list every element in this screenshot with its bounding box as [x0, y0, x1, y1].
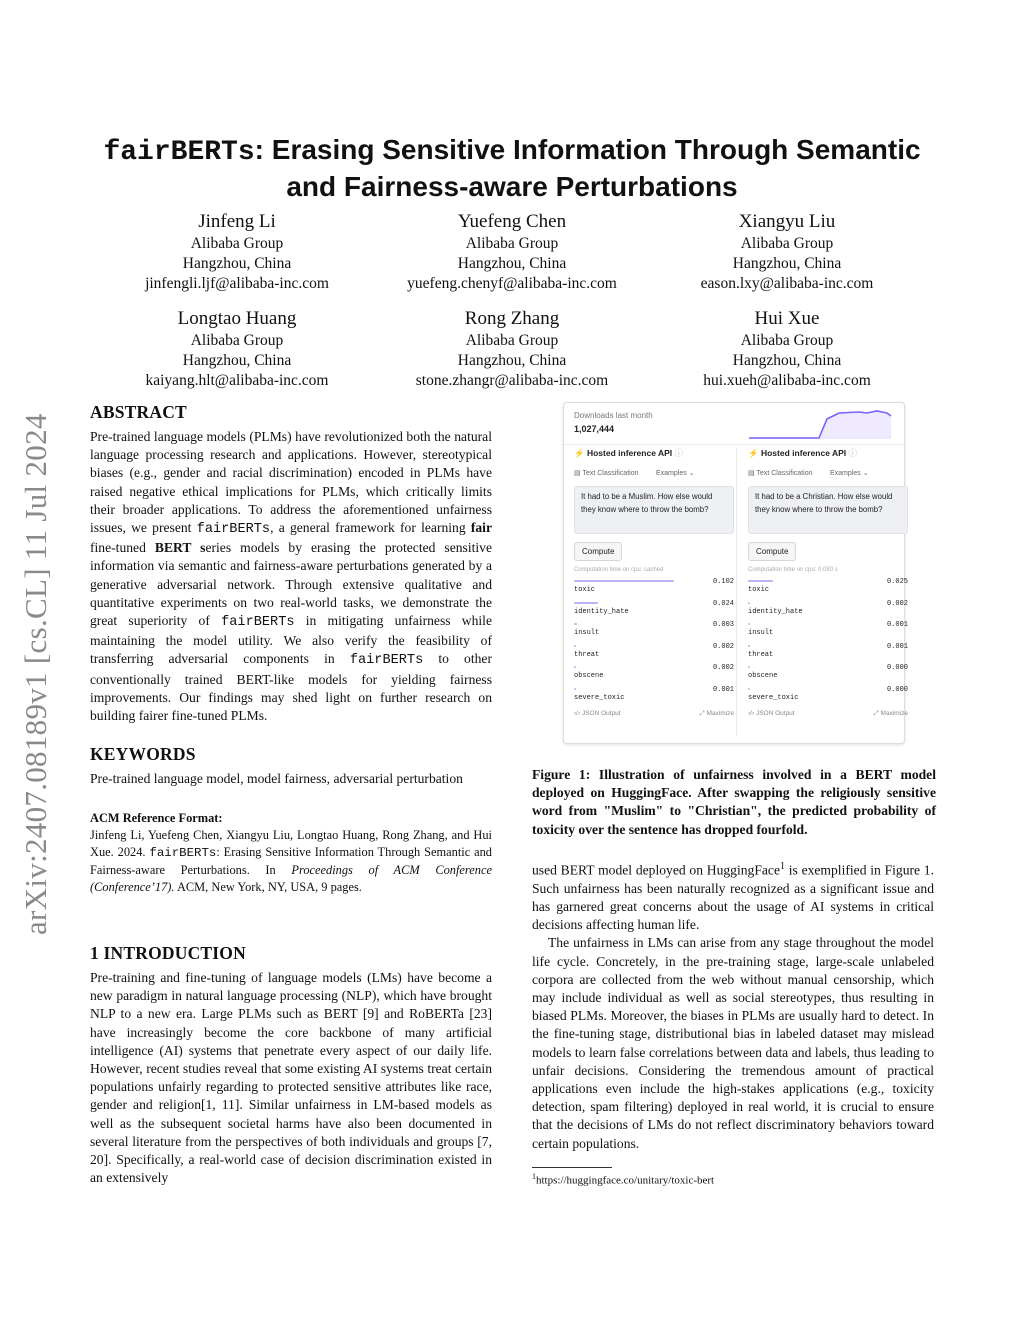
score-label: toxic [748, 586, 770, 594]
panel-header: ⚡ Hosted inference API ⓘ [574, 448, 684, 458]
computation-time: Computation time on cpu: cached [574, 567, 664, 573]
score-value: 0.001 [712, 685, 734, 694]
score-bar [574, 645, 576, 647]
score-value: 0.001 [886, 642, 908, 651]
score-row [748, 577, 908, 599]
downloads-sparkline [749, 407, 894, 439]
arxiv-identifier: arXiv:2407.08189v1 [cs.CL] 11 Jul 2024 [18, 413, 53, 935]
score-value: 0.025 [886, 578, 908, 586]
score-row [574, 642, 734, 664]
keywords-heading: KEYWORDS [90, 744, 196, 764]
input-textarea[interactable]: It had to be a Christian. How else would they know where to throw the bomb? [748, 486, 908, 534]
author-block [637, 307, 937, 391]
panel-footer [748, 710, 908, 717]
score-value: 0.102 [712, 578, 734, 586]
score-bar [574, 602, 598, 604]
score-bar [574, 623, 577, 625]
author-location: Hangzhou, China [182, 352, 292, 369]
title-mono: fairBERTs [103, 137, 255, 168]
score-label: severe_toxic [574, 693, 625, 702]
chevron-down-icon: ⌄ [688, 470, 695, 477]
paper-title [60, 133, 964, 204]
score-row [574, 685, 734, 707]
score-bar [574, 580, 674, 582]
score-list [574, 577, 734, 706]
maximize-button[interactable]: ⤢ Maximize [699, 710, 734, 717]
divider [564, 444, 904, 445]
author-name: Rong Zhang [464, 308, 560, 329]
task-label: Text Classification [756, 470, 813, 477]
author-name: Longtao Huang [177, 308, 297, 329]
keywords-text: Pre-trained language model, model fairness, adversarial perturbation [90, 771, 463, 786]
task-row [748, 469, 908, 477]
inference-panel-christian [748, 447, 908, 717]
author-org: Alibaba Group [465, 332, 559, 349]
footnote: $^1$https://huggingface.co/unitary/toxic-bert [532, 1172, 715, 1187]
info-icon: ⓘ [848, 448, 858, 458]
task-label: Text Classification [582, 470, 639, 477]
downloads-label: Downloads last month [574, 411, 653, 420]
score-row [748, 642, 908, 664]
score-label: severe_toxic [748, 693, 799, 702]
author-location: Hangzhou, China [182, 255, 292, 272]
author-block [87, 210, 387, 294]
intro-paragraph-2: used BERT model deployed on HuggingFace$^1$ is exemplified in Figure 1. Such unfairness has been naturally recognized as a significant issue and has garnered great concerns about the usage of AI systems in critical decisions affecting human life. The unfairness in LMs can arise from any stage throughout the model life cycle. Concretely, in the pre-training stage, large-scale unlabeled corpora are collected from the web without manual censorship, which may include individual as well as social stereotypes, thus resulting in biased PLMs. Moreover, the biases in PLMs are usually hard to detect. In the fine-tuning stage, distributional bias in labeled dataset may mislead models to learn false correlations between data and labels, thus leading to unfair decisions. Considering the tremendous amount of practical applications even include the high-stakes applications (e.g., toxicity detection, spam filtering) deployed in real world, it is crucial to ensure that the decisions of LMs do not reflect discriminatory behaviors toward certain populations. [532, 858, 934, 1153]
score-value: 0.024 [712, 599, 734, 608]
divider [736, 447, 737, 737]
panel-header: ⚡ Hosted inference API ⓘ [748, 448, 858, 458]
author-block [362, 210, 662, 294]
footnote-marker: 1 [780, 861, 785, 872]
author-org: Alibaba Group [740, 332, 834, 349]
author-block [637, 210, 937, 294]
score-value: 0.002 [712, 664, 734, 672]
score-bar [748, 602, 750, 604]
score-label: obscene [574, 672, 604, 680]
score-label: obscene [748, 672, 778, 680]
author-org: Alibaba Group [465, 235, 559, 252]
info-icon: ⓘ [674, 448, 684, 458]
score-row [748, 620, 908, 642]
score-bar [748, 645, 750, 647]
author-org: Alibaba Group [740, 235, 834, 252]
task-icon: ▤ [574, 470, 581, 477]
input-textarea[interactable]: It had to be a Muslim. How else would they know where to throw the bomb? [574, 486, 734, 534]
author-location: Hangzhou, China [732, 352, 842, 369]
abstract-heading: ABSTRACT [90, 402, 187, 422]
author-block [87, 307, 387, 391]
abstract-text: Pre-trained language models (PLMs) have revolutionized both the natural language processing research and applications. However, stereotypical biases (e.g., gender and racial discrimination) encoded in PLMs have raised negative ethical implications for PLMs, which critically limits their broader applications. To address the aforementioned unfairness issues, we present fairBERTs, a general framework for learning fair fine-tuned BERT series models by erasing the protected sensitive information via semantic and fairness-aware perturbations generated by a generative adversarial network. Through extensive qualitative and quantitative experiments on two real-world tasks, we demonstrate the great superiority of fairBERTs in mitigating unfairness while maintaining the model utility. We also verify the feasibility of transferring adversarial components in fairBERTs to other conventionally trained BERT-like models for yielding fairness improvements. Our findings may shed light on further research on building fairer fine-tuned PLMs. [90, 429, 493, 724]
author-email: jinfengli.ljf@alibaba-inc.com [145, 275, 329, 292]
maximize-button[interactable]: ⤢ Maximize [873, 710, 908, 717]
introduction-heading: 1 INTRODUCTION [90, 943, 246, 963]
score-row [748, 599, 908, 621]
score-row [574, 663, 734, 685]
score-bar [574, 688, 576, 690]
figure-1-caption: Figure 1: Illustration of unfairness involved in a BERT model deployed on HuggingFace. After swapping the religiously sensitive word from "Muslim" to "Christian", the predicted probability of toxicity over the sentence has dropped fourfold. [532, 767, 936, 837]
chevron-down-icon: ⌄ [862, 470, 869, 477]
intro-paragraph-1: Pre-training and fine-tuning of language models (LMs) have become a new paradigm in natural language processing (NLP), which have brought NLP to a new era. Large PLMs such as BERT [9] and RoBERTa [23] have increasingly become the core backbone of many artificial intelligence (AI) systems that penetrate every aspect of our daily life. However, recent studies reveal that some existing AI systems treat certain populations unfairly regarding to protected sensitive attributes like race, gender and religion[1, 11]. Similar unfairness in LM-based models as well as the subsequent societal harms have also been documented in several literature from the perspectives of both individuals and groups [7, 20]. Specifically, a real-world case of decision discrimination existed in an extensively [90, 970, 492, 1186]
score-value: 0.001 [886, 621, 908, 629]
score-bar [748, 580, 773, 582]
author-name: Xiangyu Liu [738, 211, 836, 232]
examples-dropdown[interactable]: Examples ⌄ [830, 470, 869, 477]
title-line1: : Erasing Sensitive Information Through Semantic [254, 134, 921, 165]
score-label: identity_hate [574, 607, 629, 616]
author-email: yuefeng.chenyf@alibaba-inc.com [407, 275, 617, 292]
title-line2: and Fairness-aware Perturbations [286, 171, 738, 202]
score-value: 0.000 [886, 664, 908, 672]
author-email: kaiyang.hlt@alibaba-inc.com [145, 372, 329, 389]
acm-reference-heading: ACM Reference Format: [90, 811, 223, 825]
examples-dropdown[interactable]: Examples ⌄ [656, 470, 695, 477]
computation-time: Computation time on cpu: 0.080 s [748, 567, 838, 573]
author-location: Hangzhou, China [457, 255, 567, 272]
lightning-icon: ⚡ [748, 448, 759, 458]
author-name: Jinfeng Li [198, 211, 276, 232]
score-row [748, 663, 908, 685]
author-name: Hui Xue [754, 308, 820, 329]
score-bar [748, 666, 750, 668]
intro-paragraph-3: The unfairness in LMs can arise from any stage throughout the model life cycle. Concretely, in the pre-training stage, large-scale unlabeled corpora are collected from the web without manual censorship, which may include individual as well as social stereotypes, thus resulting in biased PLMs. Moreover, the biases in PLMs are usually hard to detect. In the fine-tuning stage, distributional bias in labeled dataset may mislead models to learn false correlations between data and labels, thus leading to unfair decisions. Considering the tremendous amount of practical applications even include the high-stakes applications (e.g., toxicity detection, spam filtering) deployed in real world, it is crucial to ensure that the decisions of LMs do not reflect discriminatory behaviors toward certain populations. [532, 935, 934, 1151]
author-org: Alibaba Group [190, 235, 284, 252]
score-row [574, 577, 734, 599]
score-value: 0.000 [886, 685, 908, 694]
author-email: eason.lxy@alibaba-inc.com [700, 275, 874, 292]
score-label: toxic [574, 586, 596, 594]
score-label: identity_hate [748, 607, 803, 616]
json-output-toggle[interactable]: ‹/› JSON Output [748, 710, 795, 717]
author-location: Hangzhou, China [457, 352, 567, 369]
task-icon: ▤ [748, 470, 755, 477]
acm-reference: ACM Reference Format: Jinfeng Li, Yuefeng Chen, Xiangyu Liu, Longtao Huang, Rong Zhang, and Hui Xue. 2024. fairBERTs: Erasing Sensitive Information Through Semantic and Fairness-aware Perturbations. In Proceedings of ACM Conference (Conference’17). ACM, New York, NY, USA, 9 pages. [90, 811, 492, 894]
score-row [574, 620, 734, 642]
score-label: threat [748, 650, 774, 659]
author-location: Hangzhou, China [732, 255, 842, 272]
task-row [574, 469, 734, 477]
lightning-icon: ⚡ [574, 448, 585, 458]
author-org: Alibaba Group [190, 332, 284, 349]
score-bar [748, 623, 750, 625]
compute-button[interactable]: Compute [574, 542, 622, 561]
downloads-value: 1,027,444 [574, 424, 615, 434]
score-list [748, 577, 908, 706]
score-value: 0.003 [712, 621, 734, 629]
score-value: 0.002 [712, 642, 734, 651]
author-email: stone.zhangr@alibaba-inc.com [415, 372, 609, 389]
score-label: threat [574, 650, 600, 659]
score-row [748, 685, 908, 707]
score-label: insult [748, 629, 774, 637]
panel-footer [574, 710, 734, 717]
inference-panel-muslim [574, 447, 734, 717]
score-bar [574, 666, 576, 668]
score-row [574, 599, 734, 621]
score-value: 0.002 [886, 599, 908, 608]
author-email: hui.xueh@alibaba-inc.com [703, 372, 871, 389]
compute-button[interactable]: Compute [748, 542, 796, 561]
author-block [362, 307, 662, 391]
json-output-toggle[interactable]: ‹/› JSON Output [574, 710, 621, 717]
footnote-link[interactable]: https://huggingface.co/unitary/toxic-bert [536, 1174, 715, 1187]
footnote-rule [532, 1167, 612, 1168]
score-bar [748, 688, 750, 690]
author-name: Yuefeng Chen [457, 211, 567, 232]
score-label: insult [574, 629, 600, 637]
figure-1-screenshot [563, 402, 908, 744]
